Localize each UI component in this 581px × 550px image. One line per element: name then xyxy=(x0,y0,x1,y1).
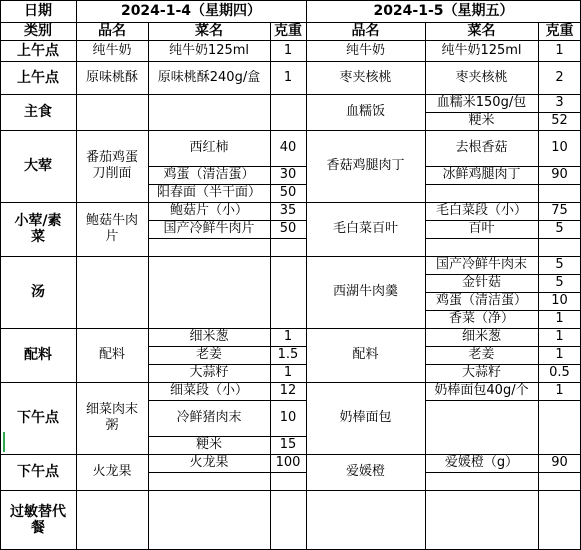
grid-subrow-line xyxy=(148,220,306,221)
d1-dish-cell[interactable]: 原味桃酥 xyxy=(85,69,138,85)
d2-dish-cell[interactable]: 纯牛奶 xyxy=(345,42,385,58)
header-category[interactable]: 类别 xyxy=(24,23,52,39)
grid-line xyxy=(538,22,539,550)
d2-ingredient-cell[interactable]: 去根香菇 xyxy=(455,140,508,155)
d1-weight-cell[interactable]: 40 xyxy=(279,140,297,155)
header-d1g[interactable]: 克重 xyxy=(274,23,302,39)
d2-weight-cell[interactable]: 5 xyxy=(555,257,564,272)
grid-line xyxy=(76,0,77,550)
category-cell[interactable]: 大荤 xyxy=(24,158,52,174)
d1-weight-cell[interactable]: 1 xyxy=(283,329,293,344)
d1-ingredient-cell[interactable]: 粳米 xyxy=(195,437,222,452)
d2-weight-cell[interactable]: 2 xyxy=(555,69,564,85)
d2-ingredient-cell[interactable]: 枣夹核桃 xyxy=(455,69,508,85)
d1-ingredient-cell[interactable]: 火龙果 xyxy=(189,455,229,470)
d2-dish-cell[interactable]: 毛白菜百叶 xyxy=(332,221,398,236)
grid-subrow-line xyxy=(425,472,581,473)
grid-subrow-line xyxy=(148,436,306,437)
d2-ingredient-cell[interactable]: 金针菇 xyxy=(461,275,501,290)
grid-line xyxy=(425,22,426,550)
d2-weight-cell[interactable]: 52 xyxy=(551,113,568,128)
header-date-1[interactable]: 2024-1-4（星期四） xyxy=(120,3,262,19)
d1-weight-cell[interactable]: 15 xyxy=(279,437,297,452)
d1-ingredient-cell[interactable]: 原味桃酥240g/盒 xyxy=(157,69,261,85)
d2-ingredient-cell[interactable]: 血糯米150g/包 xyxy=(436,95,527,110)
category-cell[interactable]: 主食 xyxy=(24,104,52,120)
grid-subrow-line xyxy=(148,61,306,62)
header-d2item[interactable]: 菜名 xyxy=(467,23,496,39)
d1-ingredient-cell[interactable]: 大蒜籽 xyxy=(189,365,229,380)
grid-top xyxy=(0,0,581,1)
category-cell[interactable]: 上午点 xyxy=(17,42,59,59)
category-cell[interactable]: 下午点 xyxy=(17,464,59,480)
d2-dish-cell[interactable]: 奶棒面包 xyxy=(339,410,392,425)
d1-dish-cell[interactable] xyxy=(76,94,148,130)
d1-weight-cell[interactable]: 1 xyxy=(283,69,293,85)
d2-weight-cell[interactable]: 5 xyxy=(555,221,564,236)
d1-weight-cell[interactable]: 1.5 xyxy=(277,347,299,362)
d2-ingredient-cell[interactable]: 老姜 xyxy=(468,347,495,362)
category-cell[interactable]: 过敏替代 餐 xyxy=(10,504,66,536)
d2-weight-cell[interactable]: 90 xyxy=(551,167,568,182)
d2-dish-cell[interactable] xyxy=(306,490,425,550)
header-date-label[interactable]: 日期 xyxy=(24,3,52,19)
d1-ingredient-cell[interactable]: 冷鲜猪肉末 xyxy=(176,410,242,425)
d2-ingredient-cell[interactable]: 冰鲜鸡腿肉丁 xyxy=(442,167,521,182)
grid-subrow-line xyxy=(148,238,306,239)
d2-ingredient-cell[interactable]: 爱媛橙（g） xyxy=(444,455,519,470)
grid-subrow-line xyxy=(148,382,306,383)
grid-subrow-line xyxy=(148,202,306,203)
d2-dish-cell[interactable]: 配料 xyxy=(352,347,379,362)
d1-ingredient-cell[interactable]: 西红柿 xyxy=(189,140,229,155)
grid-subrow-line xyxy=(425,112,581,113)
d2-dish-cell[interactable]: 爱媛橙 xyxy=(345,464,385,479)
d2-weight-cell[interactable]: 5 xyxy=(555,275,564,290)
d2-dish-cell[interactable]: 香菇鸡腿肉丁 xyxy=(326,158,405,173)
header-d1dish[interactable]: 品名 xyxy=(98,23,126,39)
grid-row-line xyxy=(0,256,581,257)
d1-weight-cell[interactable]: 50 xyxy=(279,185,297,200)
d1-ingredient-cell[interactable]: 鸡蛋（清洁蛋） xyxy=(163,167,255,182)
d1-ingredient-cell[interactable]: 国产冷鲜牛肉片 xyxy=(163,221,255,236)
grid-subrow-line xyxy=(148,166,306,167)
category-cell[interactable]: 小荤/素 菜 xyxy=(14,213,62,245)
grid-subrow-line xyxy=(425,166,581,167)
grid-subrow-line xyxy=(425,310,581,311)
d1-dish-cell[interactable]: 配料 xyxy=(98,347,125,362)
category-cell[interactable]: 配料 xyxy=(24,347,52,363)
grid-subrow-line xyxy=(425,292,581,293)
grid-subrow-line xyxy=(148,400,306,401)
grid-row-line xyxy=(0,490,581,491)
d2-weight-cell[interactable]: 0.5 xyxy=(549,365,570,380)
grid-subrow-line xyxy=(425,274,581,275)
grid-subrow-line xyxy=(425,130,581,131)
d2-ingredient-cell[interactable]: 大蒜籽 xyxy=(461,365,501,380)
d2-weight-cell[interactable]: 90 xyxy=(551,455,568,470)
d2-ingredient-cell[interactable]: 纯牛奶125ml xyxy=(441,42,522,58)
grid-subrow-line xyxy=(425,238,581,239)
grid-subrow-line xyxy=(425,220,581,221)
d1-weight-cell[interactable]: 12 xyxy=(279,383,297,398)
d2-ingredient-cell[interactable]: 香菜（净） xyxy=(448,311,514,326)
d1-dish-cell[interactable] xyxy=(76,256,148,328)
d1-dish-cell[interactable]: 纯牛奶 xyxy=(92,42,132,58)
grid-line xyxy=(270,22,271,550)
grid-header-line xyxy=(0,22,581,23)
d1-ingredient-cell[interactable]: 纯牛奶125ml xyxy=(168,42,250,58)
grid-subrow-line xyxy=(425,184,581,185)
d2-ingredient-cell[interactable]: 毛白菜段（小） xyxy=(435,203,527,218)
d2-ingredient-cell[interactable]: 国产冷鲜牛肉末 xyxy=(435,257,527,272)
d1-ingredient-cell[interactable]: 细菜段（小） xyxy=(169,383,248,398)
grid-subrow-line xyxy=(425,346,581,347)
category-cell[interactable]: 汤 xyxy=(31,284,45,300)
grid-subrow-line xyxy=(425,400,581,401)
d1-dish-cell[interactable] xyxy=(76,490,148,550)
grid-subrow-line xyxy=(148,94,306,95)
d2-weight-cell[interactable]: 1 xyxy=(555,311,564,326)
d2-weight-cell[interactable]: 1 xyxy=(555,347,564,362)
d2-weight-cell[interactable]: 10 xyxy=(551,140,568,155)
d1-ingredient-cell[interactable]: 鲍菇片（小） xyxy=(169,203,248,218)
d2-ingredient-cell[interactable]: 奶棒面包40g/个 xyxy=(434,383,529,398)
grid-line xyxy=(306,0,307,550)
grid-subrow-line xyxy=(148,184,306,185)
grid-line xyxy=(148,22,149,550)
d1-ingredient-cell[interactable]: 阳春面（半干面） xyxy=(156,185,261,200)
grid-subrow-line xyxy=(425,94,581,95)
d2-ingredient-cell[interactable]: 百叶 xyxy=(468,221,495,236)
d2-dish-cell[interactable]: 血糯饭 xyxy=(345,104,385,119)
d1-weight-cell[interactable]: 50 xyxy=(279,221,297,236)
d1-dish-cell[interactable]: 番茄鸡蛋 刀削面 xyxy=(85,150,138,181)
grid-subrow-line xyxy=(425,328,581,329)
d1-dish-cell[interactable]: 鲍菇牛肉 片 xyxy=(85,213,138,244)
d2-weight-cell[interactable]: 1 xyxy=(555,383,564,398)
d1-dish-cell[interactable]: 火龙果 xyxy=(92,464,132,479)
grid-subrow-line xyxy=(148,346,306,347)
d1-ingredient-cell[interactable]: 细米葱 xyxy=(189,329,229,344)
grid-subrow-line xyxy=(425,61,581,62)
d2-weight-cell[interactable]: 1 xyxy=(555,329,564,344)
d2-weight-cell[interactable]: 10 xyxy=(551,293,568,308)
grid-subrow-line xyxy=(425,382,581,383)
grid-header-line xyxy=(0,40,581,41)
header-date-2[interactable]: 2024-1-5（星期五） xyxy=(373,3,514,19)
d1-weight-cell[interactable]: 100 xyxy=(275,455,301,470)
d2-ingredient-cell[interactable]: 粳米 xyxy=(468,113,495,128)
d1-weight-cell[interactable]: 35 xyxy=(279,203,297,218)
grid-subrow-line xyxy=(148,472,306,473)
d1-weight-cell[interactable]: 10 xyxy=(279,410,297,425)
header-d2g[interactable]: 克重 xyxy=(545,23,574,39)
category-cell[interactable]: 下午点 xyxy=(17,410,59,426)
d2-weight-cell[interactable]: 3 xyxy=(555,95,564,110)
d1-ingredient-cell[interactable]: 老姜 xyxy=(195,347,222,362)
d1-weight-cell[interactable]: 1 xyxy=(283,42,293,58)
grid-subrow-line xyxy=(148,454,306,455)
d2-weight-cell[interactable]: 1 xyxy=(555,42,564,58)
d1-dish-cell[interactable]: 细菜肉末 粥 xyxy=(85,402,138,433)
d2-ingredient-cell[interactable]: 鸡蛋（清洁蛋） xyxy=(435,293,527,308)
d2-dish-cell[interactable]: 西湖牛肉羹 xyxy=(332,284,398,299)
d2-ingredient-cell[interactable]: 细米葱 xyxy=(461,329,501,344)
header-d1item[interactable]: 菜名 xyxy=(195,23,223,39)
d1-weight-cell[interactable]: 1 xyxy=(283,365,293,380)
grid-left xyxy=(0,0,1,550)
category-cell[interactable]: 上午点 xyxy=(17,69,59,86)
d2-dish-cell[interactable]: 枣夹核桃 xyxy=(339,69,392,85)
d2-weight-cell[interactable]: 75 xyxy=(551,203,568,218)
grid-subrow-line xyxy=(148,364,306,365)
header-d2dish[interactable]: 品名 xyxy=(351,23,380,39)
d1-weight-cell[interactable]: 30 xyxy=(279,167,297,182)
grid-subrow-line xyxy=(425,364,581,365)
